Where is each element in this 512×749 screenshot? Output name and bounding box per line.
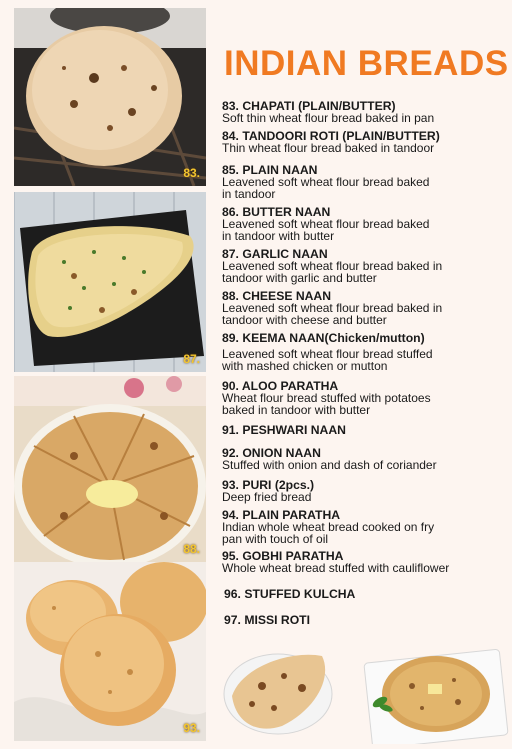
list-item: [222, 332, 506, 372]
item-desc: Leavened soft wheat flour bread baked in: [222, 301, 443, 315]
list-item: [222, 424, 506, 436]
item-desc: tandoor with cheese and butter: [222, 313, 387, 327]
photo-label: 93.: [183, 721, 200, 735]
list-item: [222, 509, 506, 545]
item-name: 93. PURI (2pcs.): [222, 478, 315, 492]
list-item: [222, 447, 506, 471]
list-item: [222, 248, 506, 284]
item-name: 88. CHEESE NAAN: [222, 289, 332, 303]
puri-photo: [14, 562, 206, 741]
chapati-photo: [14, 8, 206, 186]
item-desc: Wheat flour bread stuffed with potatoes: [222, 391, 431, 405]
cheese-naan-photo: [14, 376, 206, 562]
item-name: 83. CHAPATI (PLAIN/BUTTER): [222, 99, 396, 113]
item-desc: Stuffed with onion and dash of coriander: [222, 458, 437, 472]
garlic-naan-photo: [14, 192, 206, 372]
item-desc: Whole wheat bread stuffed with cauliflower: [222, 561, 450, 575]
item-desc: Leavened soft wheat flour bread baked: [222, 175, 430, 189]
item-desc: Indian whole wheat bread cooked on fry: [222, 520, 435, 534]
item-name: 92. ONION NAAN: [222, 446, 321, 460]
item-name: 86. BUTTER NAAN: [222, 205, 331, 219]
list-item: [222, 164, 506, 200]
item-desc: with mashed chicken or mutton: [222, 359, 388, 373]
item-desc: baked in tandoor with butter: [222, 403, 371, 417]
item-name: 96. STUFFED KULCHA: [224, 587, 356, 601]
item-name: 87. GARLIC NAAN: [222, 247, 328, 261]
item-desc: pan with touch of oil: [222, 532, 329, 546]
item-desc: Deep fried bread: [222, 490, 312, 504]
photo-label: 83.: [183, 166, 200, 180]
photo-label: 88.: [183, 542, 200, 556]
item-name: 94. PLAIN PARATHA: [222, 508, 341, 522]
item-name: 95. GOBHI PARATHA: [222, 549, 344, 563]
photo-label: 87.: [183, 352, 200, 366]
item-name: 97. MISSI ROTI: [224, 613, 311, 627]
list-item: [222, 100, 506, 124]
list-item: [222, 479, 506, 503]
item-desc: tandoor with garlic and butter: [222, 271, 377, 285]
list-item: [224, 588, 508, 600]
list-item: [222, 206, 506, 242]
list-item: [222, 380, 506, 416]
item-desc: in tandoor: [222, 187, 276, 201]
item-desc: Soft thin wheat flour bread baked in pan: [222, 111, 435, 125]
item-name: 90. ALOO PARATHA: [222, 379, 339, 393]
item-name: 91. PESHWARI NAAN: [222, 423, 346, 437]
photo-column: [14, 8, 206, 741]
item-desc: in tandoor with butter: [222, 229, 335, 243]
item-desc: Leavened soft wheat flour bread baked in: [222, 259, 443, 273]
naan-plate-photo: [222, 636, 512, 744]
list-item: [222, 290, 506, 326]
page-title: INDIAN BREADS: [224, 44, 509, 83]
item-desc: Thin wheat flour bread baked in tandoor: [222, 141, 435, 155]
list-item: [222, 130, 506, 154]
item-name: 89. KEEMA NAAN(Chicken/mutton): [222, 331, 425, 345]
item-desc: Leavened soft wheat flour bread stuffed: [222, 347, 433, 361]
list-item: [222, 550, 506, 574]
item-name: 85. PLAIN NAAN: [222, 163, 318, 177]
item-desc: Leavened soft wheat flour bread baked: [222, 217, 430, 231]
item-name: 84. TANDOORI ROTI (PLAIN/BUTTER): [222, 129, 440, 143]
list-item: [224, 614, 508, 626]
bottom-photos: [222, 636, 512, 744]
